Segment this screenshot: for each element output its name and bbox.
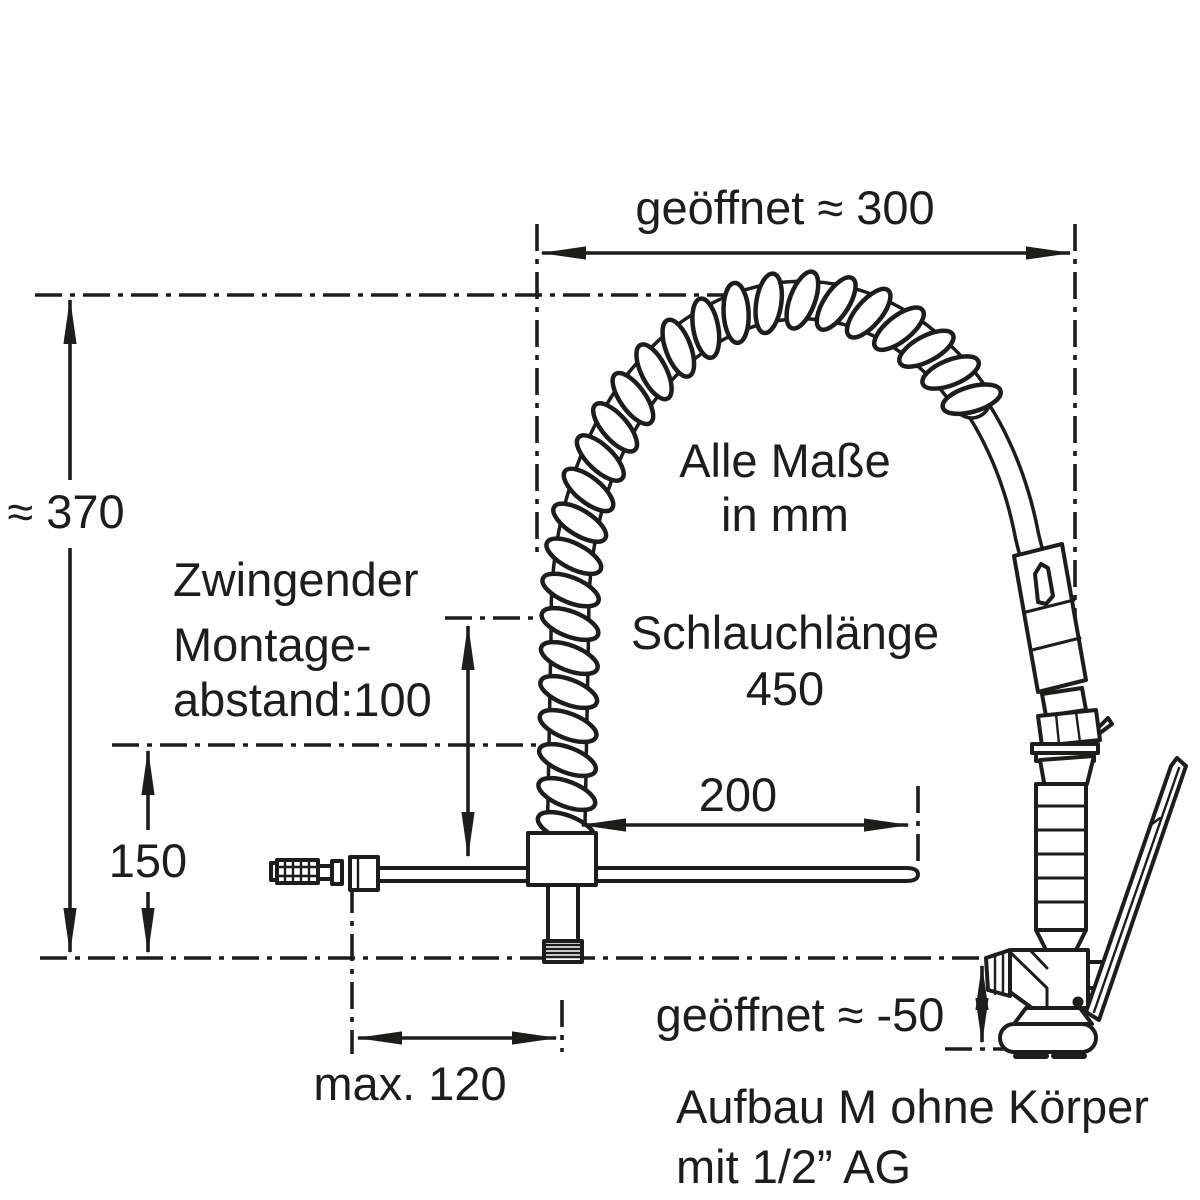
swivel-nut bbox=[1038, 710, 1100, 746]
check-valve-connector bbox=[277, 860, 318, 883]
arm-bracket bbox=[350, 857, 378, 890]
connector-cap bbox=[271, 863, 277, 880]
valve-screw-dot bbox=[1073, 997, 1084, 1008]
dim-200-label: 200 bbox=[698, 768, 778, 821]
wall-arm bbox=[378, 868, 918, 881]
hose-length-line1: Schlauchlänge bbox=[630, 606, 940, 659]
dim-open-drop-label: geöffnet ≈ -50 bbox=[655, 988, 945, 1041]
mounting-note-line3: abstand:100 bbox=[173, 673, 432, 726]
caption-line1: Aufbau M ohne Körper bbox=[676, 1080, 1149, 1133]
mounting-note-line1: Zwingender bbox=[173, 553, 419, 606]
handle-clip-detail bbox=[1035, 564, 1053, 604]
dim-total-height-label: ≈ 370 bbox=[7, 485, 125, 538]
unit-note-line2: in mm bbox=[721, 488, 849, 541]
spray-rosette bbox=[1000, 1024, 1096, 1052]
spiral-hose bbox=[534, 268, 1034, 851]
caption-line2: mit 1/2” AG bbox=[676, 1140, 912, 1193]
mounting-note-line2: Montage- bbox=[173, 618, 372, 671]
grip-taper bbox=[1036, 930, 1086, 950]
spray-flange bbox=[1014, 1008, 1092, 1024]
hose-coil-loop bbox=[722, 282, 750, 343]
hose-coil-loop bbox=[752, 272, 786, 335]
unit-note-line1: Alle Maße bbox=[679, 434, 891, 487]
dim-150-label: 150 bbox=[108, 834, 188, 887]
valve-knob-left bbox=[986, 950, 1010, 996]
dim-max120-label: max. 120 bbox=[313, 1057, 507, 1110]
supply-pipe bbox=[548, 885, 578, 941]
hose-length-line2: 450 bbox=[745, 662, 825, 715]
mounting-block bbox=[528, 833, 596, 885]
inlet-flange bbox=[332, 861, 342, 884]
valve-lever-edge bbox=[1094, 768, 1179, 1012]
dim-open-width-label: geöffnet ≈ 300 bbox=[635, 181, 935, 234]
